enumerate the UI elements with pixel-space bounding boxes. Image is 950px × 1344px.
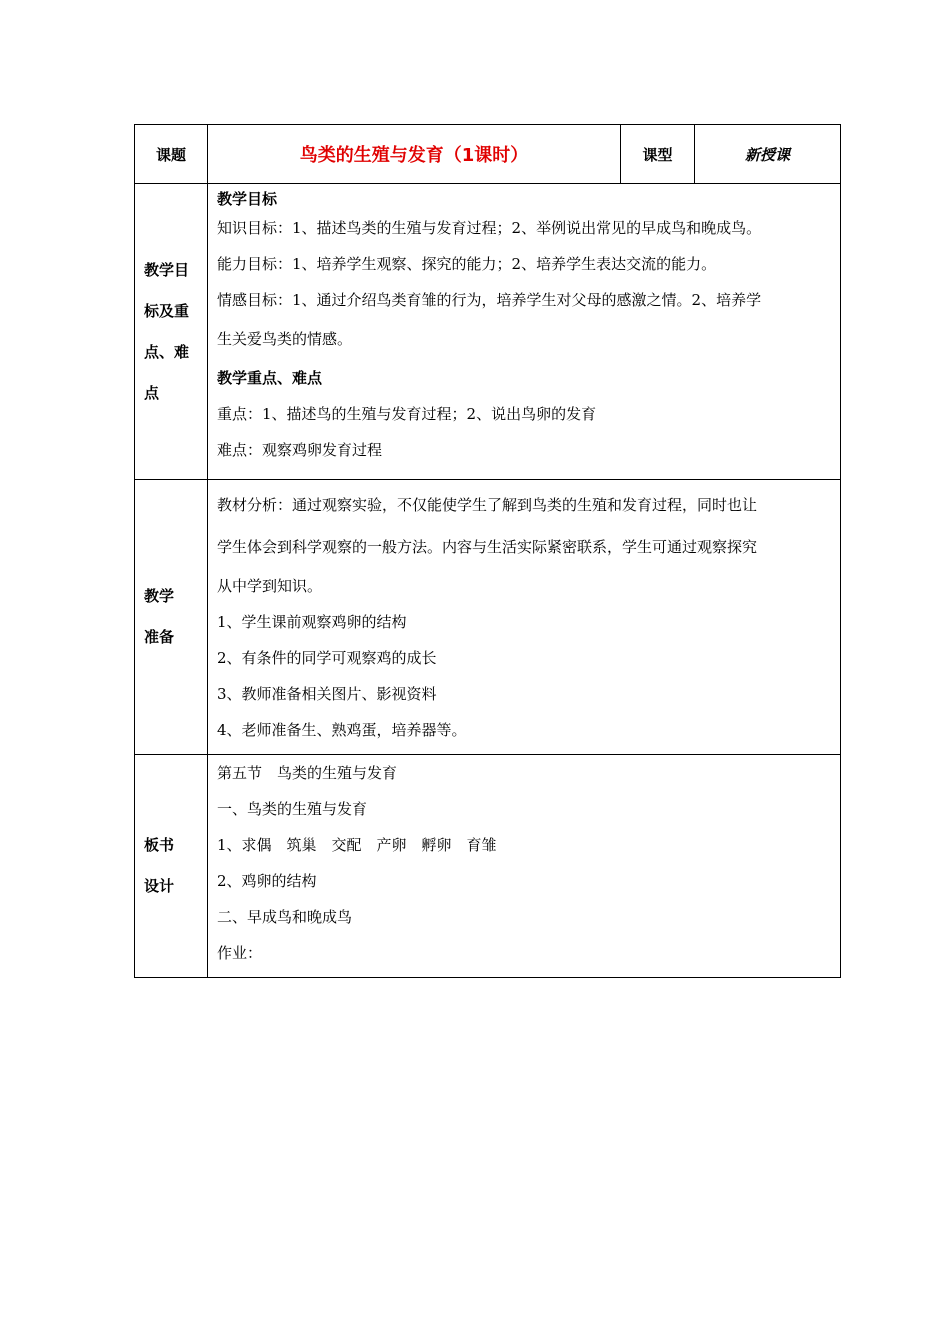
- difficulty: 难点：观察鸡卵发育过程: [217, 441, 383, 459]
- board-row: [135, 755, 841, 978]
- objectives-label-line: 点、难: [144, 342, 190, 361]
- board-line: 2、鸡卵的结构: [217, 872, 317, 890]
- objectives-label: [135, 184, 208, 480]
- preparation-label: [135, 480, 208, 755]
- objectives-label-line: 教学目: [144, 260, 190, 279]
- ability-objective: 能力目标：1、培养学生观察、探究的能力；2、培养学生表达交流的能力。: [217, 255, 717, 273]
- board-line: 二、早成鸟和晚成鸟: [217, 908, 353, 926]
- objectives-content: [208, 184, 841, 480]
- objectives-row: [135, 184, 841, 480]
- preparation-item: 4、老师准备生、熟鸡蛋，培养器等。: [217, 721, 467, 739]
- preparation-row: [135, 480, 841, 755]
- board-line: 一、鸟类的生殖与发育: [217, 800, 368, 818]
- analysis-line-1: 教材分析：通过观察实验，不仅能使学生了解到鸟类的生殖和发育过程，同时也让: [217, 496, 758, 514]
- board-line: 1、求偶 筑巢 交配 产卵 孵卵 育雏: [217, 836, 497, 854]
- board-label: [135, 755, 208, 978]
- lesson-title: 鸟类的生殖与发育（1课时）: [208, 125, 621, 184]
- preparation-label-line: 准备: [144, 628, 175, 646]
- board-label-line: 板书: [144, 836, 175, 854]
- emotion-objective-line-2: 生关爱鸟类的情感。: [217, 330, 353, 348]
- objectives-label-line: 点: [144, 383, 160, 402]
- analysis-line-3: 从中学到知识。: [217, 577, 323, 595]
- lesson-type-value: 新授课: [695, 125, 841, 184]
- board-content: [208, 755, 841, 978]
- preparation-label-line: 教学: [144, 587, 175, 605]
- preparation-item: 1、学生课前观察鸡卵的结构: [217, 613, 407, 631]
- lesson-plan-table: [134, 124, 841, 978]
- key-points-heading: 教学重点、难点: [217, 369, 323, 387]
- preparation-item: 2、有条件的同学可观察鸡的成长: [217, 649, 437, 667]
- lesson-type-label: 课型: [621, 125, 695, 184]
- header-row: [135, 125, 841, 184]
- board-line: 作业：: [217, 944, 263, 962]
- preparation-content: [208, 480, 841, 755]
- emotion-objective-line-1: 情感目标：1、通过介绍鸟类育雏的行为，培养学生对父母的感激之情。2、培养学: [217, 291, 762, 309]
- knowledge-objective: 知识目标：1、描述鸟类的生殖与发育过程；2、举例说出常见的早成鸟和晚成鸟。: [217, 219, 762, 237]
- key-point: 重点：1、描述鸟的生殖与发育过程；2、说出鸟卵的发育: [217, 405, 597, 423]
- analysis-line-2: 学生体会到科学观察的一般方法。内容与生活实际紧密联系，学生可通过观察探究: [217, 538, 758, 556]
- preparation-item: 3、教师准备相关图片、影视资料: [217, 685, 437, 703]
- board-line: 第五节 鸟类的生殖与发育: [217, 764, 398, 782]
- objectives-label-line: 标及重: [144, 301, 190, 320]
- board-label-line: 设计: [144, 877, 175, 895]
- topic-label: 课题: [135, 125, 208, 184]
- objectives-heading: 教学目标: [217, 190, 278, 208]
